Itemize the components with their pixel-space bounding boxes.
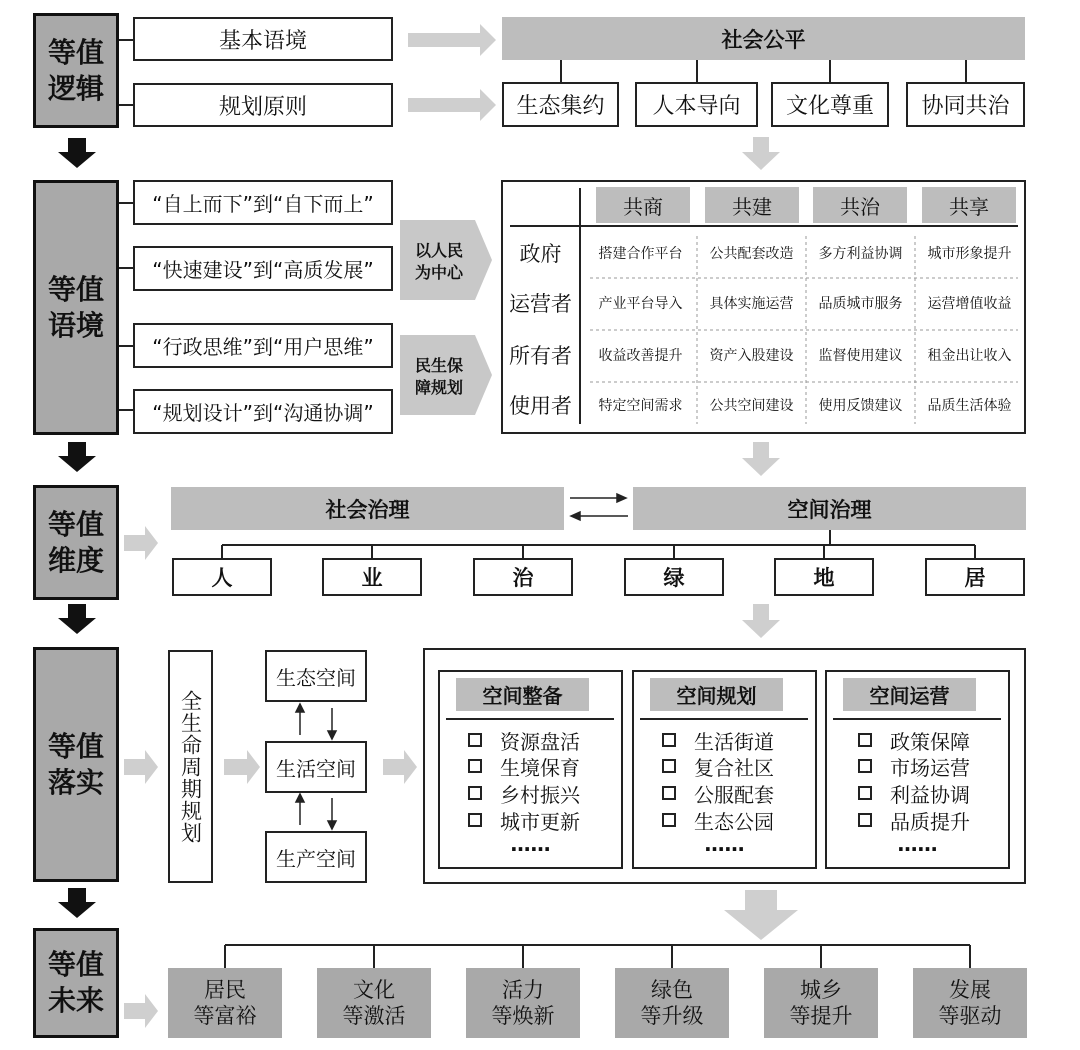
panel-title: 空间整备 [456,678,589,711]
side-label-implement: 等值落实 [33,647,119,882]
checkbox-icon [662,759,676,773]
matrix-row-label: 所有者 [509,344,572,368]
shift-box: “快速建设”到“高质发展” [133,246,393,291]
matrix-cell: 特定空间需求 [598,398,683,414]
lifecycle-planning-box: 全生命周期规划 [168,650,213,883]
dimension-item: 绿 [624,558,724,596]
list-item: 资源盘活 [468,727,580,753]
matrix-cell: 城市形象提升 [927,246,1012,262]
checkbox-icon [468,786,482,800]
checkbox-icon [662,733,676,747]
list-item: 利益协调 [858,780,970,806]
list-item: 品质提升 [858,807,970,833]
checkbox-icon [662,786,676,800]
principle-box: 协同共治 [906,82,1025,127]
list-item: 复合社区 [662,753,774,779]
matrix-cell: 资产入股建设 [709,348,794,364]
space-living: 生活空间 [265,741,367,793]
checkbox-icon [468,759,482,773]
shift-box: “自上而下”到“自下而上” [133,180,393,225]
matrix-cell: 公共空间建设 [709,398,794,414]
shift-box: “规划设计”到“沟通协调” [133,389,393,434]
principle-box: 生态集约 [502,82,619,127]
matrix-row-label: 运营者 [509,292,572,316]
social-governance-bar: 社会治理 [171,487,564,530]
checkbox-icon [468,733,482,747]
dimension-item: 治 [473,558,573,596]
list-item: 乡村振兴 [468,780,580,806]
checkbox-icon [662,813,676,827]
panel-title: 空间运营 [843,678,976,711]
list-item: 城市更新 [468,807,580,833]
matrix-cell: 公共配套改造 [709,246,794,262]
matrix-cell: 监督使用建议 [818,348,903,364]
future-outcome: 文化 等激活 [317,968,431,1038]
space-production: 生产空间 [265,831,367,883]
checkbox-icon [858,759,872,773]
matrix-cell: 多方利益协调 [818,246,903,262]
matrix-cell: 品质生活体验 [927,398,1012,414]
matrix-cell: 搭建合作平台 [598,246,683,262]
matrix-cell: 品质城市服务 [818,296,903,312]
down-arrow-1 [58,138,96,168]
dimension-item: 人 [172,558,272,596]
list-item: 生态公园 [662,807,774,833]
matrix-cell: 运营增值收益 [927,296,1012,312]
future-outcome: 发展 等驱动 [913,968,1027,1038]
matrix-cell: 收益改善提升 [598,348,683,364]
side-label-dimension: 等值维度 [33,485,119,600]
list-item: 生活街道 [662,727,774,753]
matrix-col-header: 共治 [813,187,907,223]
arrow-label-livelihood-planning: 民生保障规划 [414,356,463,397]
list-item: 公服配套 [662,780,774,806]
space-ecology: 生态空间 [265,650,367,702]
side-label-context: 等值语境 [33,180,119,435]
more-ellipsis: …… [510,832,551,856]
list-item: 政策保障 [858,727,970,753]
more-ellipsis: …… [704,832,745,856]
matrix-cell: 租金出让收入 [927,348,1012,364]
spatial-governance-bar: 空间治理 [633,487,1026,530]
side-label-future: 等值未来 [33,928,119,1038]
matrix-cell: 使用反馈建议 [818,398,903,414]
down-arrow-4 [58,888,96,918]
principle-box: 文化尊重 [771,82,889,127]
matrix-col-header: 共享 [922,187,1016,223]
principle-box: 人本导向 [635,82,758,127]
logic-input-basic-context: 基本语境 [133,17,393,61]
checkbox-icon [858,813,872,827]
flow-arrows [58,138,96,918]
matrix-cell: 具体实施运营 [709,296,794,312]
matrix-col-header: 共建 [705,187,799,223]
more-ellipsis: …… [897,832,938,856]
arrow-label-people-centered: 以人民为中心 [414,241,463,282]
logic-input-planning-principle: 规划原则 [133,83,393,127]
future-outcome: 城乡 等提升 [764,968,878,1038]
future-outcome: 居民 等富裕 [168,968,282,1038]
logic-target-social-equity: 社会公平 [502,17,1025,60]
matrix-cell: 产业平台导入 [598,296,683,312]
side-label-logic: 等值逻辑 [33,13,119,128]
dimension-item: 业 [322,558,422,596]
future-outcome: 活力 等焕新 [466,968,580,1038]
down-arrow-3 [58,604,96,634]
list-item: 市场运营 [858,753,970,779]
matrix-row-label: 政府 [519,242,562,266]
future-outcome: 绿色 等升级 [615,968,729,1038]
checkbox-icon [858,733,872,747]
list-item: 生境保育 [468,753,580,779]
checkbox-icon [858,786,872,800]
dimension-item: 地 [774,558,874,596]
checkbox-icon [468,813,482,827]
shift-box: “行政思维”到“用户思维” [133,323,393,368]
down-arrow-2 [58,442,96,472]
dimension-item: 居 [925,558,1025,596]
matrix-row-label: 使用者 [509,394,572,418]
panel-title: 空间规划 [650,678,783,711]
matrix-col-header: 共商 [596,187,690,223]
